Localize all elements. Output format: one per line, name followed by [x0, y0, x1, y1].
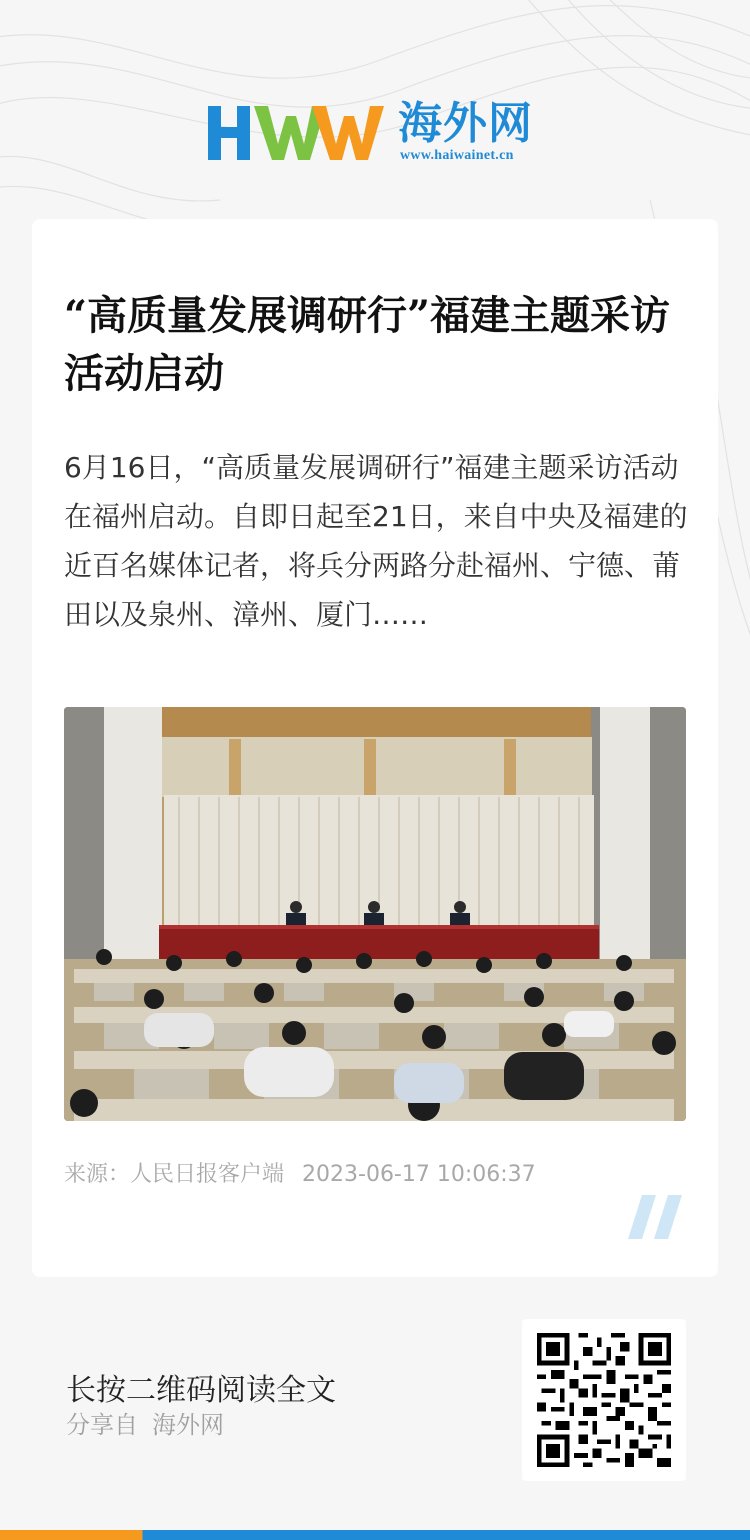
share-site-name[interactable]: 海外网: [152, 1411, 224, 1439]
read-full-prompt: 长按二维码阅读全文: [66, 1373, 336, 1408]
qr-code-icon: [537, 1333, 671, 1467]
source-label: 来源：人民日报客户端: [64, 1162, 285, 1187]
share-source: [66, 1405, 224, 1440]
article-title[interactable]: “高质量发展调研行”福建主题采访活动启动: [64, 292, 671, 397]
article-photo[interactable]: [64, 707, 686, 1121]
article-card: [32, 219, 718, 1277]
hww-logo-icon: [208, 102, 386, 162]
publish-datetime: 2023-06-17 10:06:37: [302, 1162, 536, 1187]
brand-name: 海外网: [398, 98, 533, 149]
site-logo[interactable]: [208, 98, 548, 168]
qr-code[interactable]: [522, 1319, 686, 1481]
article-meta: [64, 1157, 554, 1188]
share-footer: [0, 1277, 750, 1540]
conference-hall-photo: [64, 707, 686, 1121]
decorative-slash-icon: [628, 1195, 688, 1239]
brand-url: www.haiwainet.cn: [400, 148, 514, 163]
share-prefix: 分享自: [66, 1411, 138, 1439]
article-summary[interactable]: 6月16日，“高质量发展调研行”福建主题采访活动在福州启动。自即日起至21日，来自中央及福建的近百名媒体记者，将兵分两路分赴福州、宁德、莆田以及泉州、漳州、厦门……: [64, 451, 688, 631]
brand-color-bar: [0, 1530, 750, 1540]
